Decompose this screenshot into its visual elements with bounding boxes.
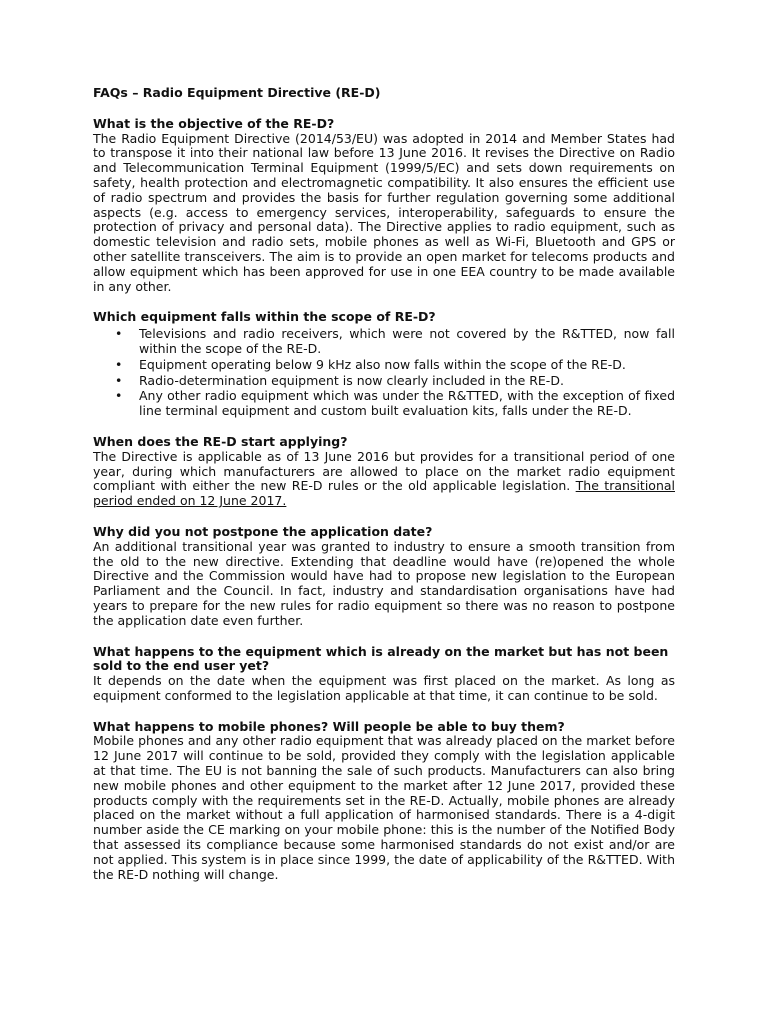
list-item — [93, 389, 675, 419]
faq-section-start — [93, 435, 675, 509]
faq-question: What is the objective of the RE-D? — [93, 115, 335, 131]
list-item-text: Televisions and radio receivers, which were not covered by the R&TTED, now fall within the scope of the RE-D. — [139, 326, 675, 356]
list-item-text: Equipment operating below 9 kHz also now falls within the scope of the RE-D. — [139, 356, 626, 372]
faq-question: What happens to the equipment which is already on the market but has not been sold to the end user yet? — [93, 643, 669, 674]
scope-bullet-list — [93, 327, 675, 419]
bullet-icon: • — [115, 388, 123, 404]
faq-question: Which equipment falls within the scope of RE-D? — [93, 309, 436, 325]
faq-question: Why did you not postpone the application date? — [93, 523, 433, 539]
document-title: FAQs – Radio Equipment Directive (RE-D) — [93, 85, 381, 100]
list-item-text: Any other radio equipment which was under the R&TTED, with the exception of fixed line terminal equipment and custom built evaluation kits, falls under the RE-D. — [139, 388, 675, 419]
faq-section-mobile-phones — [93, 720, 675, 883]
faq-question: What happens to mobile phones? Will people be able to buy them? — [93, 718, 565, 734]
faq-answer: Mobile phones and any other radio equipment that was already placed on the market before 12 June 2017 will continue to be sold, provided they comply with the legislation applicable at that time. The EU is not banning the sale of such products. Manufacturers can also bring new mobile phones and other equipment to the market after 12 June 2017, provided these products comply with the requirements set in the RE-D. Actually, mobile phones are already placed on the market without a full application of harmonised standards. There is a 4-digit number aside the CE marking on your mobile phone: this is the number of the Notified Body that assessed its compliance because some harmonised standards do not exist and/or are not applied. This system is in place since 1999, the date of applicability of the R&TTED. With the RE-D nothing will change. — [93, 733, 675, 882]
list-item — [93, 327, 675, 357]
list-item — [93, 358, 675, 373]
list-item — [93, 374, 675, 389]
bullet-icon: • — [115, 372, 123, 388]
bullet-icon: • — [115, 326, 123, 342]
faq-question: When does the RE-D start applying? — [93, 433, 348, 449]
faq-section-postpone — [93, 525, 675, 629]
faq-section-objective — [93, 117, 675, 295]
faq-section-existing-equipment — [93, 645, 675, 704]
bullet-icon: • — [115, 356, 123, 372]
faq-section-scope — [93, 310, 675, 419]
list-item-text: Radio-determination equipment is now clearly included in the RE-D. — [139, 372, 564, 388]
faq-answer — [93, 450, 675, 509]
faq-answer: The Radio Equipment Directive (2014/53/EU) was adopted in 2014 and Member States had to transpose it into their national law before 13 June 2016. It revises the Directive on Radio and Telecommunication Terminal Equipment (1999/5/EC) and sets down requirements on safety, health protection and electromagnetic compatibility. It also ensures the efficient use of radio spectrum and provides the basis for further regulation governing some additional aspects (e.g. access to emergency services, interoperability, safeguards to ensure the protection of privacy and personal data). The Directive applies to radio equipment, such as domestic television and radio sets, mobile phones as well as Wi-Fi, Bluetooth and GPS or other satellite transceivers. The aim is to provide an open market for telecoms products and allow equipment which has been approved for use in one EEA country to be made available in any other. — [93, 130, 675, 294]
transitional-period-note: The transitional period ended on 12 June 2017. — [93, 478, 675, 509]
faq-answer-text: The Directive is applicable as of 13 June 2016 but provides for a transitional period of one year, during which manufacturers are allowed to place on the market radio equipment compliant with either the new RE-D rules or the old applicable legislation. — [93, 448, 675, 494]
faq-answer: It depends on the date when the equipment was first placed on the market. As long as equipment conformed to the legislation applicable at that time, it can continue to be sold. — [93, 673, 675, 703]
document-page — [93, 86, 675, 898]
faq-answer: An additional transitional year was granted to industry to ensure a smooth transition from the old to the new directive. Extending that deadline would have (re)opened the whole Directive and the Commission would have had to propose new legislation to the European Parliament and the Council. In fact, industry and standardisation organisations have had years to prepare for the new rules for radio equipment so there was no reason to postpone the application date even further. — [93, 538, 675, 628]
